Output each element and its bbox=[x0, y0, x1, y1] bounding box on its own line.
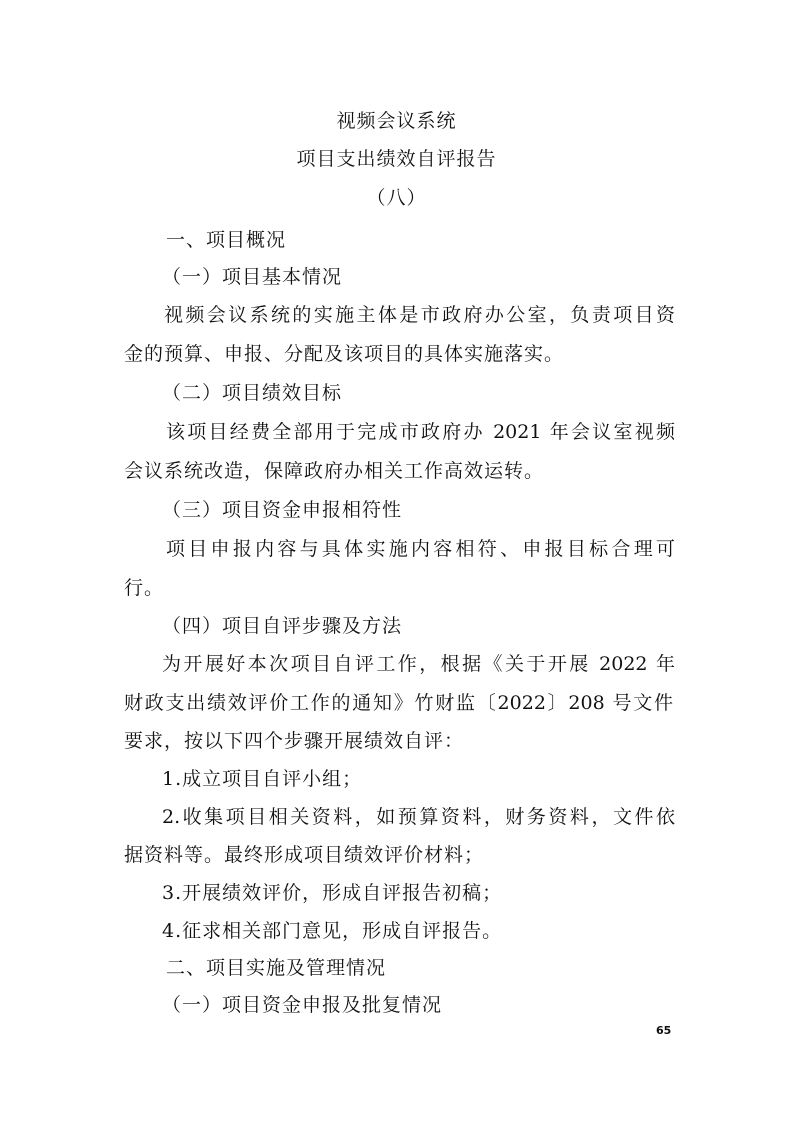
step-item: 据资料等。最终形成项目绩效评价材料； bbox=[124, 844, 485, 866]
step-item: 4.征求相关部门意见，形成自评报告。 bbox=[162, 920, 503, 942]
title-line-1: 视频会议系统 bbox=[336, 110, 457, 132]
paragraph-line: 行。 bbox=[124, 577, 165, 599]
step-item: 1.成立项目自评小组； bbox=[162, 768, 363, 790]
paragraph-line: 要求，按以下四个步骤开展绩效自评： bbox=[124, 730, 465, 752]
subsection-1-3-heading: （三）项目资金申报相符性 bbox=[162, 499, 403, 521]
step-item: 3.开展绩效评价，形成自评报告初稿； bbox=[162, 882, 503, 904]
subsection-2-1-heading: （一）项目资金申报及批复情况 bbox=[162, 994, 443, 1016]
paragraph-line: 为开展好本次项目自评工作，根据《关于开展 2022 年 bbox=[162, 653, 675, 675]
paragraph-line: 视频会议系统的实施主体是市政府办公室，负责项目资 bbox=[164, 304, 675, 326]
section-1-heading: 一、项目概况 bbox=[166, 229, 287, 251]
subsection-1-4-heading: （四）项目自评步骤及方法 bbox=[162, 615, 403, 637]
title-line-3: （八） bbox=[366, 187, 427, 209]
paragraph-line: 财政支出绩效评价工作的通知》竹财监〔2022〕208 号文件 bbox=[124, 692, 673, 714]
paragraph-line: 项目申报内容与具体实施内容相符、申报目标合理可 bbox=[166, 538, 675, 560]
section-2-heading: 二、项目实施及管理情况 bbox=[166, 957, 387, 979]
paragraph-line: 金的预算、申报、分配及该项目的具体实施落实。 bbox=[124, 343, 565, 365]
step-item: 2.收集项目相关资料，如预算资料，财务资料，文件依 bbox=[162, 806, 675, 828]
page-number: 65 bbox=[656, 1024, 672, 1037]
paragraph-line: 会议系统改造，保障政府办相关工作高效运转。 bbox=[124, 460, 545, 482]
title-line-2: 项目支出绩效自评报告 bbox=[296, 148, 497, 170]
paragraph-line: 该项目经费全部用于完成市政府办 2021 年会议室视频 bbox=[166, 421, 675, 443]
subsection-1-1-heading: （一）项目基本情况 bbox=[162, 266, 343, 288]
subsection-1-2-heading: （二）项目绩效目标 bbox=[162, 382, 343, 404]
